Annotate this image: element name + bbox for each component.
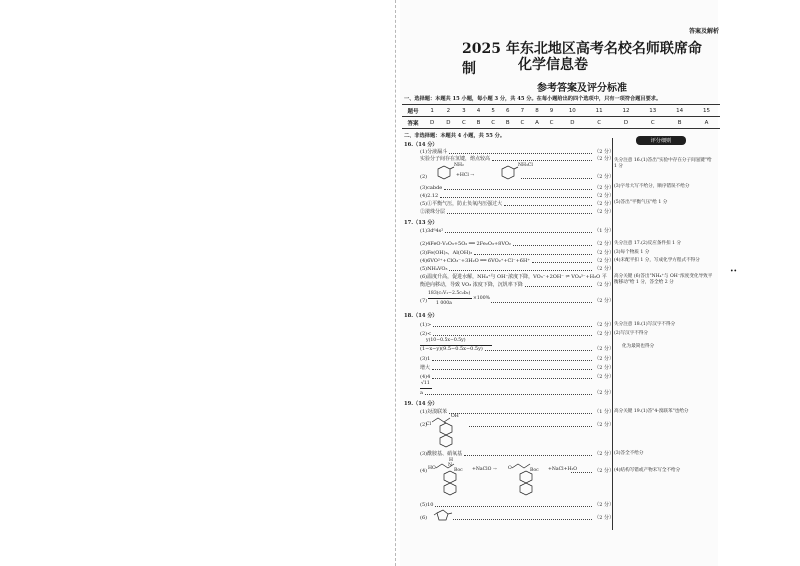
- question-number-5: 5: [486, 105, 501, 117]
- q17-row-7: [420, 281, 614, 288]
- corner-label: 答案及解析: [689, 28, 720, 35]
- q17-row-2-score: （2 分）: [594, 241, 614, 247]
- q16-row-1-label: (1)分液漏斗: [420, 149, 448, 155]
- q18-row-6-label: (4)4: [420, 373, 431, 380]
- question-number-10: 10: [559, 105, 586, 117]
- q17-row-3-score: （2 分）: [594, 250, 614, 256]
- answer-cell-2: D: [440, 117, 456, 129]
- answer-cell-10: D: [559, 117, 586, 129]
- q19-lactone-structure: [431, 507, 455, 525]
- q17-row-5-label: (5)NH₄VO₃: [420, 265, 448, 272]
- q19-structure-2: [428, 414, 464, 450]
- q16-note-3: (5)答出"平衡气压"给 1 分: [614, 200, 668, 205]
- q16-line0: [420, 155, 614, 162]
- q17-row-8-score: （2 分）: [594, 298, 614, 304]
- question-number-7: 7: [515, 105, 530, 117]
- q18-row-4: [420, 355, 614, 362]
- section2-heading: 二、非选择题：本题共 4 小题，共 55 分。: [404, 133, 506, 139]
- q16-row-3: [420, 184, 614, 191]
- q18-note-3: 化为最简也得分: [622, 344, 655, 349]
- q17-row-2-label: (2)4FeO·V₂O₃+5O₂ ══ 2Fe₂O₃+8VO₂: [420, 240, 511, 247]
- q19-row-4-score: （2 分）: [594, 468, 614, 474]
- q17-row-3: [420, 249, 614, 256]
- q18-row-1-label: (1)>: [420, 321, 432, 328]
- q17-note-4: 高分关键 (6)答出"NH₄⁺与 OH⁻浓度变化导致平衡移动"给 1 分，答全给 2 分: [614, 274, 713, 285]
- q18-row-2-label: (2)<: [420, 330, 432, 337]
- q17-row-3-label: (3)Fe(OH)₃、Al(OH)₃: [420, 250, 473, 256]
- q16-row-4: [420, 192, 614, 199]
- q18-row-6: [420, 373, 614, 380]
- question-number-4: 4: [471, 105, 485, 117]
- scoring-rules-button[interactable]: 评分细则: [636, 136, 686, 145]
- question-number-2: 2: [440, 105, 456, 117]
- question-number-8: 8: [530, 105, 544, 117]
- q18-heading: 18.（14 分）: [404, 313, 438, 319]
- q19-ho-label: HO: [428, 466, 436, 471]
- q19-oh-label: OH: [451, 414, 459, 419]
- q17-row-4-label: (4)6VO²⁺+ClO₃⁻+3H₂O ══ 6VO₂⁺+Cl⁻+6H⁺: [420, 257, 530, 264]
- q17-row-8-label: (7): [420, 297, 428, 304]
- q19-row-5-label: (5)10: [420, 501, 434, 508]
- answer-label: 答案: [402, 117, 424, 129]
- q18-row-5: [420, 364, 614, 371]
- q17-row-1-label: (1)3d⁶4s²: [420, 227, 444, 234]
- answer-cell-1: D: [424, 117, 440, 129]
- q16-row-5-label: (5)①平衡气压，防止负氧内压强过大: [420, 201, 503, 207]
- q16-note-2: (3)字母大写不给分，顺序错误不给分: [614, 184, 690, 189]
- answer-table-answer-row: [402, 117, 720, 129]
- answer-cell-6: B: [501, 117, 515, 129]
- q18-root-num: √11: [421, 381, 430, 386]
- question-number-9: 9: [544, 105, 559, 117]
- question-number-1: 1: [424, 105, 440, 117]
- answer-table: [402, 104, 720, 129]
- answer-table-number-row: [402, 105, 720, 117]
- q16-row-2-label: (2): [420, 173, 428, 180]
- q17-row-6-label: (6)温度升高，促进水解，NH₄⁺与 OH⁻浓度下降，VO₃⁻+2OH⁻ ⇌ VO₄³⁻+H₂O 平: [420, 274, 607, 280]
- q19-row-6-label: (6): [420, 514, 428, 521]
- q18-frac-den: (1−x−y)(9.5−0.5x−0.5y): [420, 345, 483, 352]
- question-number-6: 6: [501, 105, 515, 117]
- q19-o-label: O: [508, 466, 512, 471]
- q16-row-5: [420, 200, 614, 207]
- q19-note-3: (4)结构写错或产物未写全不给分: [614, 468, 681, 473]
- q16-line0-text: 实验分子间存在氢键，熔点较高: [420, 156, 491, 162]
- q16-note-1: 失分注意 16.(1)答出"实验中存在分子间氢键"给 1 分: [614, 158, 712, 169]
- q17-row-4: [420, 257, 614, 264]
- q16-row-6-score: （2 分）: [594, 209, 614, 215]
- q19-boc-label-2: Boc: [530, 468, 539, 473]
- q17-row-1: [420, 227, 614, 234]
- q19-row-1-score: （1 分）: [594, 409, 614, 415]
- q18-note-1: 失分注意 18.(1)写汉字不得分: [614, 322, 676, 327]
- question-number-12: 12: [613, 105, 640, 117]
- q19-row-5-score: （2 分）: [594, 502, 614, 508]
- q19-n-label: N: [448, 463, 453, 468]
- answer-cell-9: C: [544, 117, 559, 129]
- q19-row-2-score: （2 分）: [594, 422, 614, 428]
- q16-eq-left: NH₂: [454, 163, 464, 168]
- answer-cell-4: B: [471, 117, 485, 129]
- q19-nacl: +NaCl+H₂O: [548, 467, 578, 472]
- q16-row-6: [420, 208, 614, 215]
- q19-row-3-label: (3)酰胺基、硝氧基: [420, 451, 463, 457]
- q17-row-4-score: （2 分）: [594, 258, 614, 264]
- q17-frac-bar: [428, 298, 472, 299]
- q17-note-1: 失分注意 17.(2)反应条件扣 1 分: [614, 241, 682, 246]
- aniline-equation: [430, 163, 530, 185]
- q17-note-3: (4)未配平扣 1 分，写成化学方程式不得分: [614, 258, 700, 263]
- answer-cell-8: A: [530, 117, 544, 129]
- answer-key-heading: 参考答案及评分标准: [537, 83, 627, 94]
- answer-cell-11: C: [586, 117, 613, 129]
- q18-row-5-label: 增大: [420, 365, 431, 371]
- q19-row-3-score: （2 分）: [594, 451, 614, 457]
- q16-row-1: [420, 148, 614, 155]
- answer-cell-7: C: [515, 117, 530, 129]
- question-number-13: 13: [639, 105, 666, 117]
- q18-row-3-score: （2 分）: [594, 346, 614, 352]
- q18-row-2-score: （2 分）: [594, 331, 614, 337]
- q17-row-7-score: （2 分）: [594, 282, 614, 288]
- q18-frac-num: y(10−0.5x−0.5y): [426, 338, 466, 343]
- q17-row-7-label: 衡逆向移动，导致 VO₃ 浓度下降，沉钒率下降: [420, 282, 523, 288]
- q17-row-1-score: （1 分）: [594, 228, 614, 234]
- q16-row-3-label: (3)cabde: [420, 184, 443, 191]
- answer-cell-12: D: [613, 117, 640, 129]
- q17-note-2: (3)每个物质 1 分: [614, 250, 650, 255]
- q19-naclo: +NaClO →: [472, 467, 497, 472]
- q18-row-7: [420, 389, 614, 396]
- answer-cell-14: B: [666, 117, 693, 129]
- q19-note-1: 高分关键 19.(1)答"4-溴联苯"也给分: [614, 409, 689, 414]
- q17-heading: 17.（13 分）: [404, 220, 438, 226]
- answer-cell-15: A: [693, 117, 720, 129]
- question-number-3: 3: [457, 105, 472, 117]
- edge-mark: ••: [730, 268, 738, 275]
- q17-frac-tail: ×100%: [473, 296, 490, 301]
- q19-row-4-label: (4): [420, 467, 428, 474]
- q18-row-7-score: （2 分）: [594, 390, 614, 396]
- page-title: 2025 年东北地区高考名校名师联席命制: [462, 41, 702, 77]
- number-label: 题号: [402, 105, 424, 117]
- q19-cl-label: Cl: [426, 422, 431, 427]
- answer-cell-3: C: [457, 117, 472, 129]
- section1-heading: 一、选择题：本题共 15 小题，每小题 3 分，共 45 分。在每小题给出的四个选项中，只有一项符合题目要求。: [404, 96, 662, 102]
- q17-row-6: [420, 273, 614, 280]
- answer-cell-13: C: [639, 117, 666, 129]
- q18-root-den: a: [420, 389, 423, 396]
- q19-heading: 19.（14 分）: [404, 401, 438, 407]
- q18-row-4-score: （2 分）: [594, 356, 614, 362]
- q17-row-2: [420, 240, 614, 247]
- page-subtitle: 化学信息卷: [518, 57, 588, 73]
- q18-row-4-label: (3)1: [420, 355, 431, 362]
- q19-row-6-score: （2 分）: [594, 515, 614, 521]
- q19-boc-label: Boc: [454, 468, 463, 473]
- q16-row-4-label: (4)2.12: [420, 192, 439, 199]
- q17-frac-num: 183(c₁V₁−2.5c₂b₂): [428, 291, 471, 296]
- question-number-14: 14: [666, 105, 693, 117]
- q16-eq-right: NH₃Cl: [518, 163, 533, 168]
- q18-row-6-score: （2 分）: [594, 374, 614, 380]
- q16-row-6-label: ②滚珠分层: [420, 209, 446, 215]
- q19-row-2-label: (2): [420, 421, 428, 428]
- q16-row-3-score: （2 分）: [594, 185, 614, 191]
- q18-row-1: [420, 321, 614, 328]
- q17-row-5: [420, 265, 614, 272]
- q19-row-3: [420, 450, 614, 457]
- q18-row-5-score: （2 分）: [594, 365, 614, 371]
- answer-cell-5: C: [486, 117, 501, 129]
- q17-frac-den: 1 000a: [436, 301, 452, 306]
- q16-row-1-score: （2 分）: [594, 149, 614, 155]
- q18-note-2: (2)写汉字不得分: [614, 331, 649, 336]
- question-number-15: 15: [693, 105, 720, 117]
- q18-row-3: [420, 345, 614, 352]
- q19-row-1-label: (1)対溴联苯: [420, 409, 448, 415]
- q16-heading: 16.（14 分）: [404, 142, 438, 148]
- page-fold-line: [395, 0, 397, 566]
- q18-row-2: [420, 330, 614, 337]
- question-number-11: 11: [586, 105, 613, 117]
- q19-note-2: (3)答全不给分: [614, 451, 644, 456]
- q16-eq-mid: +HCl →: [456, 173, 475, 178]
- q16-row-4-score: （2 分）: [594, 193, 614, 199]
- q16-row-2-score: （2 分）: [594, 174, 614, 180]
- q17-row-5-score: （2 分）: [594, 266, 614, 272]
- q18-row-1-score: （2 分）: [594, 322, 614, 328]
- q19-h-label: H: [449, 458, 454, 463]
- q16-line0-score: （2 分）: [594, 156, 614, 162]
- q16-row-5-score: （2 分）: [594, 201, 614, 207]
